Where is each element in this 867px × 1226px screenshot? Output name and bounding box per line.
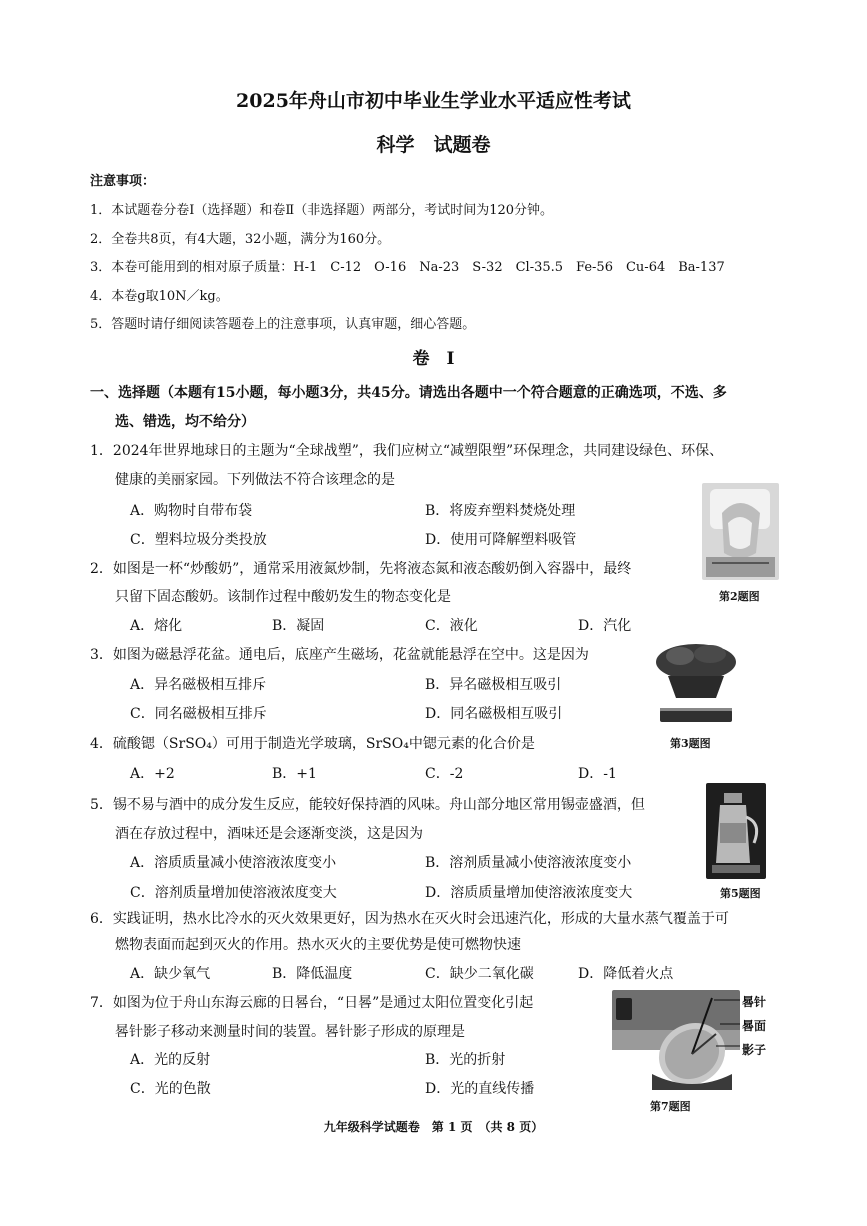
q3-figure-caption: 第3题图 [670, 737, 711, 750]
q5-option-b: B．溶剂质量减小使溶液浓度变小 [425, 855, 632, 871]
q5-option-d: D．溶质质量增加使溶液浓度变大 [425, 885, 633, 901]
note-item: 5．答题时请仔细阅读答题卷上的注意事项，认真审题，细心答题。 [90, 317, 476, 332]
q7-stem-line2: 晷针影子移动来测量时间的装置。晷针影子形成的原理是 [115, 1024, 465, 1040]
q7-stem-line1: 7．如图为位于舟山东海云廊的日晷台，“日晷”是通过太阳位置变化引起 [90, 995, 534, 1011]
q6-stem-line1: 6．实践证明，热水比冷水的灭火效果更好，因为热水在灭火时会迅速汽化，形成的大量水蒸气覆盖于可 [90, 911, 729, 927]
q4-option-b: B．+1 [272, 766, 317, 782]
q5-stem-line1: 5．锡不易与酒中的成分发生反应，能较好保持酒的风味。舟山部分地区常用锡壶盛酒，但 [90, 797, 645, 813]
q2-figure-caption: 第2题图 [719, 590, 760, 603]
q7-figure-caption: 第7题图 [650, 1100, 691, 1113]
q5-option-c: C．溶剂质量增加使溶液浓度变大 [130, 885, 337, 901]
notes-heading: 注意事项： [90, 174, 156, 189]
q3-maglev-planter-photo [650, 640, 742, 728]
q6-option-b: B．降低温度 [272, 966, 353, 982]
q6-option-c: C．缺少二氧化碳 [425, 966, 534, 982]
q7-label-gnomon: 晷针 [742, 995, 767, 1009]
q6-option-a: A．缺少氧气 [130, 966, 211, 982]
page-footer: 九年级科学试题卷 第 1 页 （共 8 页） [323, 1120, 544, 1134]
q1-stem-line2: 健康的美丽家园。下列做法不符合该理念的是 [115, 472, 395, 488]
q2-stem-line1: 2．如图是一杯“炒酸奶”，通常采用液氮炒制，先将液态氮和液态酸奶倒入容器中，最终 [90, 561, 632, 577]
q1-option-c: C．塑料垃圾分类投放 [130, 532, 267, 548]
q3-option-a: A．异名磁极相互排斥 [130, 677, 267, 693]
q4-stem-line1: 4．硫酸锶（SrSO₄）可用于制造光学玻璃，SrSO₄中锶元素的化合价是 [90, 736, 535, 752]
q2-option-c: C．液化 [425, 618, 478, 634]
q7-option-a: A．光的反射 [130, 1052, 211, 1068]
q3-option-d: D．同名磁极相互吸引 [425, 706, 563, 722]
q7-option-c: C．光的色散 [130, 1081, 211, 1097]
q1-option-a: A．购物时自带布袋 [130, 503, 253, 519]
q3-option-c: C．同名磁极相互排斥 [130, 706, 267, 722]
q4-option-c: C．-2 [425, 766, 464, 782]
q2-option-a: A．熔化 [130, 618, 183, 634]
note-item: 3．本卷可能用到的相对原子质量：H-1 C-12 O-16 Na-23 S-32 Cl-35.5 Fe-56 Cu-64 Ba-137 [90, 260, 725, 275]
q5-tin-pot-photo [706, 783, 766, 879]
q5-figure-caption: 第5题图 [720, 887, 761, 900]
q4-option-a: A．+2 [130, 766, 175, 782]
part-intro-line1: 一、选择题（本题有15小题，每小题3分，共45分。请选出各题中一个符合题意的正确选项，不选、多 [90, 385, 727, 401]
q7-option-b: B．光的折射 [425, 1052, 506, 1068]
q1-option-b: B．将废弃塑料焚烧处理 [425, 503, 576, 519]
note-item: 4．本卷g取10N／kg。 [90, 289, 229, 304]
q5-option-a: A．溶质质量减小使溶液浓度变小 [130, 855, 337, 871]
q7-label-shadow: 影子 [742, 1043, 767, 1057]
q6-stem-line2: 燃物表面而起到灭火的作用。热水灭火的主要优势是使可燃物快速 [115, 937, 521, 953]
exam-subtitle: 科学 试题卷 [376, 134, 491, 156]
note-item: 2．全卷共8页，有4大题，32小题，满分为160分。 [90, 232, 391, 247]
q3-stem-line1: 3．如图为磁悬浮花盆。通电后，底座产生磁场，花盆就能悬浮在空中。这是因为 [90, 647, 589, 663]
q2-yogurt-photo [702, 483, 779, 580]
q2-stem-line2: 只留下固态酸奶。该制作过程中酸奶发生的物态变化是 [115, 589, 451, 605]
q1-option-d: D．使用可降解塑料吸管 [425, 532, 577, 548]
note-item: 1．本试题卷分卷Ⅰ（选择题）和卷Ⅱ（非选择题）两部分，考试时间为120分钟。 [90, 203, 554, 218]
q5-stem-line2: 酒在存放过程中，酒味还是会逐渐变淡，这是因为 [115, 826, 423, 842]
q2-option-b: B．凝固 [272, 618, 325, 634]
q3-option-b: B．异名磁极相互吸引 [425, 677, 562, 693]
q6-option-d: D．降低着火点 [578, 966, 674, 982]
q4-option-d: D．-1 [578, 766, 617, 782]
exam-title: 2025年舟山市初中毕业生学业水平适应性考试 [236, 90, 631, 112]
q2-option-d: D．汽化 [578, 618, 632, 634]
q1-stem-line1: 1．2024年世界地球日的主题为“全球战塑”，我们应树立“减塑限塑”环保理念，共同建设绿色、环保、 [90, 443, 724, 459]
q7-label-dial-face: 晷面 [742, 1019, 767, 1033]
section-title: 卷 Ⅰ [412, 349, 455, 369]
part-intro-line2: 选、错选，均不给分） [115, 414, 255, 430]
q7-option-d: D．光的直线传播 [425, 1081, 535, 1097]
q7-sundial-photo [612, 990, 740, 1094]
